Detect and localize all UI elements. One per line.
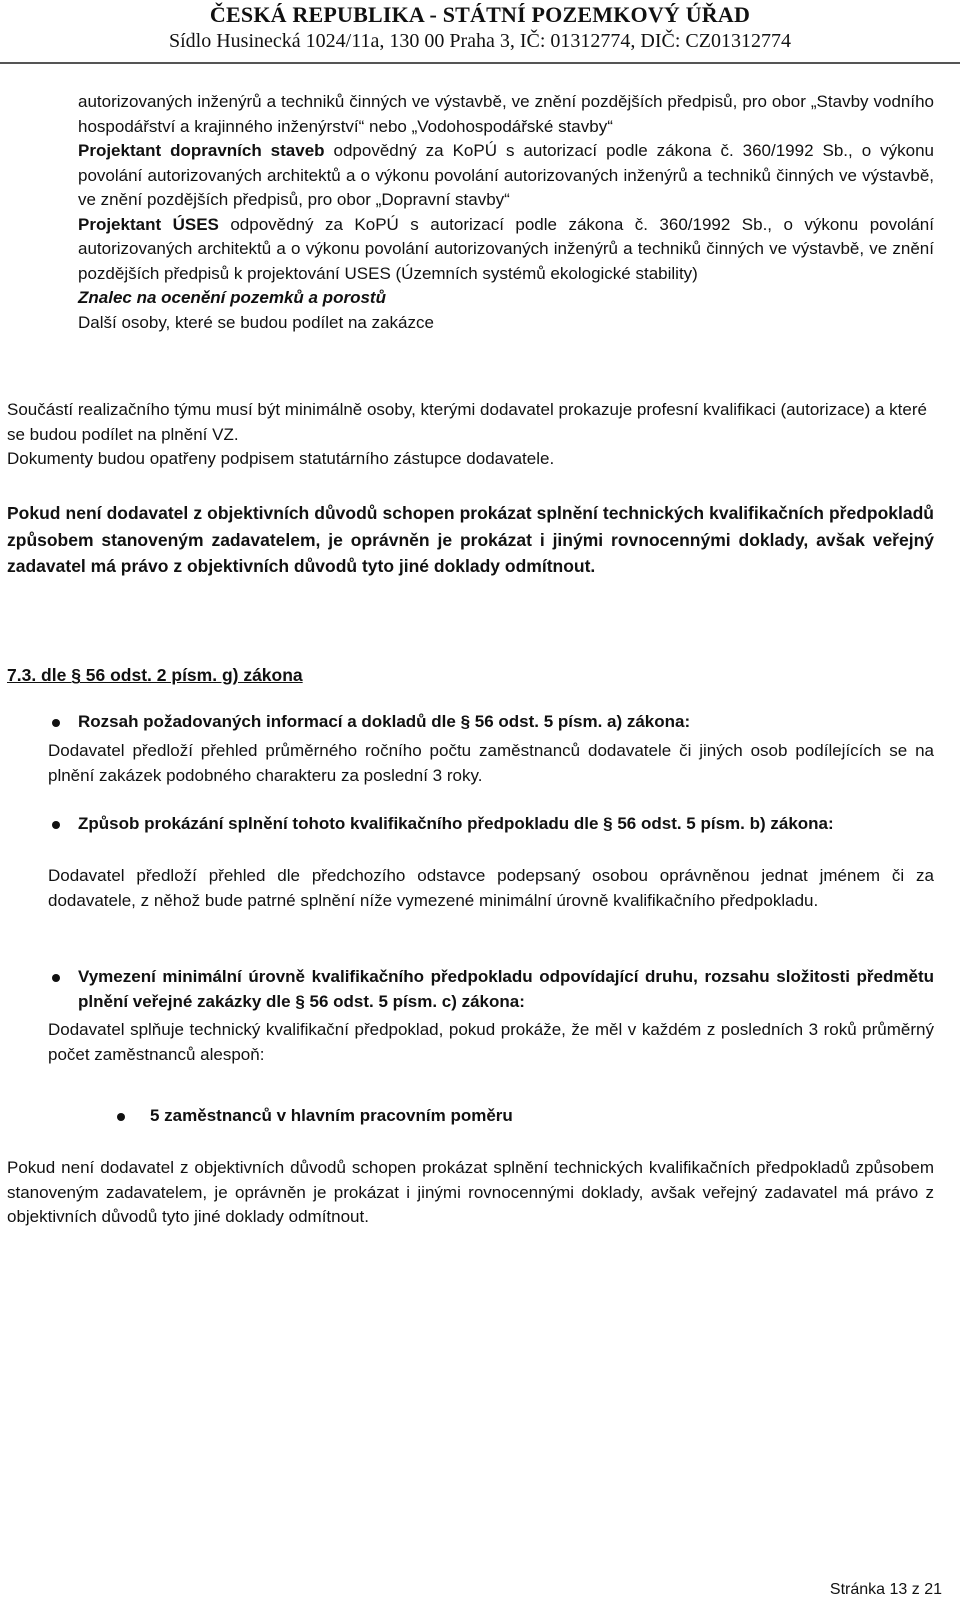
section-heading: 7.3. dle § 56 odst. 2 písm. g) zákona [7, 665, 303, 685]
item-1-body: Dodavatel předloží přehled průměrného ročního počtu zaměstnanců dodavatele či jiných osob podílejících se na plnění zakázek podobného charakteru za poslední 3 roky. [48, 741, 934, 785]
header-title: ČESKÁ REPUBLIKA - STÁTNÍ POZEMKOVÝ ÚŘAD [209, 2, 751, 27]
page-number: Stránka 13 z 21 [829, 1581, 942, 1598]
paragraph-soucasti: Součástí realizačního týmu musí být minimálně osoby, kterými dodavatel prokazuje profesní kvalifikaci (autorizace) a které se budou podílet na plnění VZ. [7, 400, 927, 444]
team-para-1: autorizovaných inženýrů a techniků činných ve výstavbě, ve znění pozdějších předpisů, pro obor „Stavby vodního hospodářství a krajinného inženýrství“ nebo „Vodohospodářské stavby“ [78, 92, 934, 136]
paragraph-final: Pokud není dodavatel z objektivních důvodů schopen prokázat splnění technických kvalifikačních předpokladů způsobem stanoveným zadavatelem, je oprávněn je prokázat i jinými rovnocennými doklady, avšak veřejný zadavatel má právo z objektivních důvodů tyto jiné doklady odmítnout. [7, 1158, 934, 1226]
team-role-other: Další osoby, které se budou podílet na zakázce [78, 312, 434, 332]
item-1-heading: Rozsah požadovaných informací a dokladů dle § 56 odst. 5 písm. a) zákona: [78, 712, 691, 731]
team-role-uses-desc: odpovědný za KoPÚ s autorizací podle zákona č. 360/1992 Sb., o výkonu povolání autorizovaných architektů a o výkonu povolání autorizovaných inženýrů a techniků činných ve výstavbě, ve znění pozdějších předpisů k projektování USES (Územních systémů ekologické stability) [78, 214, 934, 283]
bullet-1 [52, 719, 60, 727]
item-2-body: Dodavatel předloží přehled dle předchozího odstavce podepsaný osobou oprávněnou jednat jménem či za dodavatele, z něhož bude patrné splnění níže vymezené minimální úrovně kvalifikačního předpokladu. [48, 866, 934, 910]
team-role-dopravni-desc: odpovědný za KoPÚ s autorizací podle zákona č. 360/1992 Sb., o výkonu povolání autorizovaných architektů a o výkonu povolání autorizovaných inženýrů a techniků činných ve výstavbě, ve znění pozdějších předpisů, pro obor „Dopravní stavby“ [78, 141, 934, 209]
item-3-heading: Vymezení minimální úrovně kvalifikačního předpokladu odpovídající druhu, rozsahu složitosti předmětu plnění veřejné zakázky dle § 56 odst. 5 písm. c) zákona: [78, 967, 934, 1011]
bullet-sub [117, 1113, 125, 1121]
item-3-body: Dodavatel splňuje technický kvalifikační předpoklad, pokud prokáže, že měl v každém z posledních 3 roků průměrný počet zaměstnanců alespoň: [48, 1020, 934, 1064]
team-role-dopravni: Projektant dopravních staveb [78, 141, 325, 160]
bullet-2 [52, 821, 60, 829]
header-address: Sídlo Husinecká 1024/11a, 130 00 Praha 3, IČ: 01312774, DIČ: CZ01312774 [169, 30, 791, 52]
sub-item: 5 zaměstnanců v hlavním pracovním poměru [150, 1106, 513, 1125]
paragraph-pokud-bold: Pokud není dodavatel z objektivních důvodů schopen prokázat splnění technických kvalifikačních předpokladů způsobem stanoveným zadavatelem, je oprávněn je prokázat i jinými rovnocennými doklady, avšak veřejný zadavatel má právo z objektivních důvodů tyto jiné doklady odmítnout. [7, 503, 934, 576]
team-block [78, 90, 934, 335]
header-divider [0, 62, 960, 64]
item-2-heading: Způsob prokázání splnění tohoto kvalifikačního předpokladu dle § 56 odst. 5 písm. b) zákona: [78, 814, 834, 833]
team-role-uses: Projektant ÚSES [78, 214, 219, 234]
bullet-3 [52, 974, 60, 982]
paragraph-dokumenty: Dokumenty budou opatřeny podpisem statutárního zástupce dodavatele. [7, 449, 555, 468]
team-role-znalec: Znalec na ocenění pozemků a porostů [78, 288, 386, 307]
